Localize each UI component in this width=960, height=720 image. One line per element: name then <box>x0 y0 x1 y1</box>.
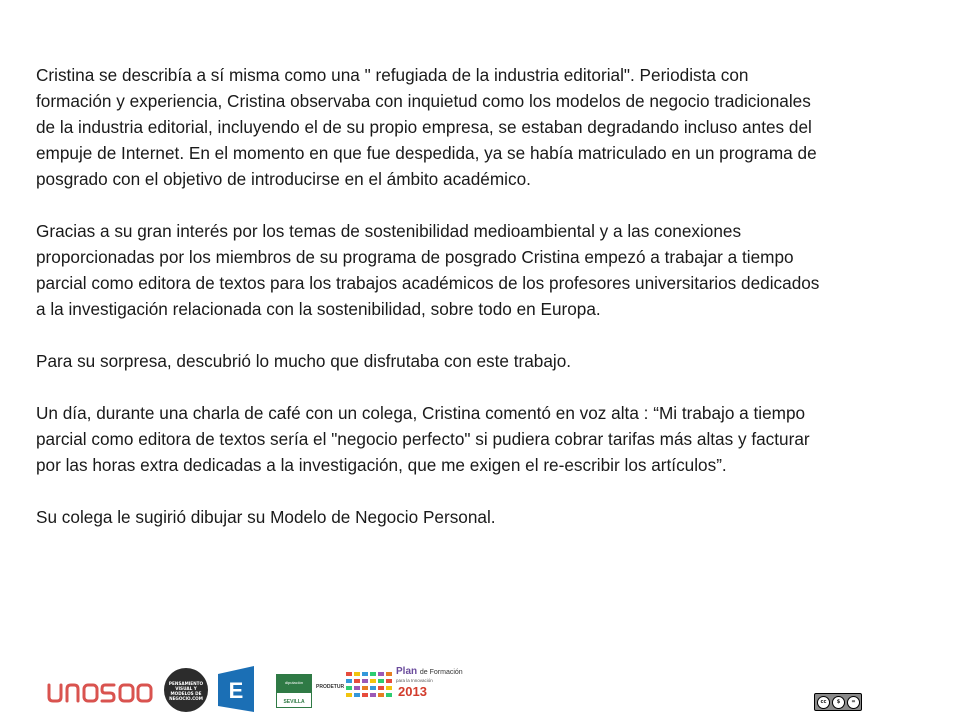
paragraph-sustainability: Gracias a su gran interés por los temas de sostenibilidad medioambiental y a las conexiones proporcionadas por los miembros de su programa de posgrado Cristina empezó a trabajar a tiempo parcial como editora de textos para los trabajos académicos de los profesores universitarios dedicados a la investigación relacionada con la sostenibilidad, sobre todo en Europa. <box>36 221 820 319</box>
creative-commons-badge[interactable] <box>814 693 862 711</box>
prodetur-logo: PRODETUR <box>316 684 345 690</box>
footer-logos <box>0 660 960 720</box>
paragraph-intro: Cristina se describía a sí misma como una " refugiada de la industria editorial". Periodista con formación y experiencia, Cristina observaba con inquietud como los modelos de negocio tradicionales de la industria editorial, incluyendo el de su propio empresa, se estaban degradando incluso antes del empuje de Internet. En el momento en que fue despedida, ya se había matriculado en un programa de posgrado con el objetivo de introducirse en el ámbito académico. <box>36 65 817 189</box>
paragraph-surprise: Para su sorpresa, descubrió lo mucho que disfrutaba con este trabajo. <box>36 351 572 371</box>
unosoo-logo <box>46 682 154 704</box>
visual-thinking-logo: PENSAMIENTO VISUAL Y MODELOS DE NEGOCIO.COM <box>164 668 208 712</box>
no-derivatives-icon: = <box>847 696 860 709</box>
paragraph-coffee-chat: Un día, durante una charla de café con un colega, Cristina comentó en voz alta : “Mi trabajo a tiempo parcial como editora de textos sería el "negocio perfecto" si pudiera cobrar tarifas más altas y facturar por las horas extra dedicadas a la investigación, que me exigen el re-escribir los artículos”. <box>36 403 810 475</box>
cc-icon: cc <box>817 696 830 709</box>
paragraph-suggestion: Su colega le sugirió dibujar su Modelo de Negocio Personal. <box>36 507 496 527</box>
noncommercial-icon: $ <box>832 696 845 709</box>
svg-text:E: E <box>228 678 244 703</box>
e-logo <box>218 666 254 712</box>
plan-grid-icon <box>346 672 392 704</box>
diputacion-sevilla-logo: diputación SEVILLA <box>276 674 312 708</box>
slide-body <box>36 62 826 556</box>
plan-formacion-logo: Plan de Formación para la Innovación 2013 <box>346 664 436 708</box>
